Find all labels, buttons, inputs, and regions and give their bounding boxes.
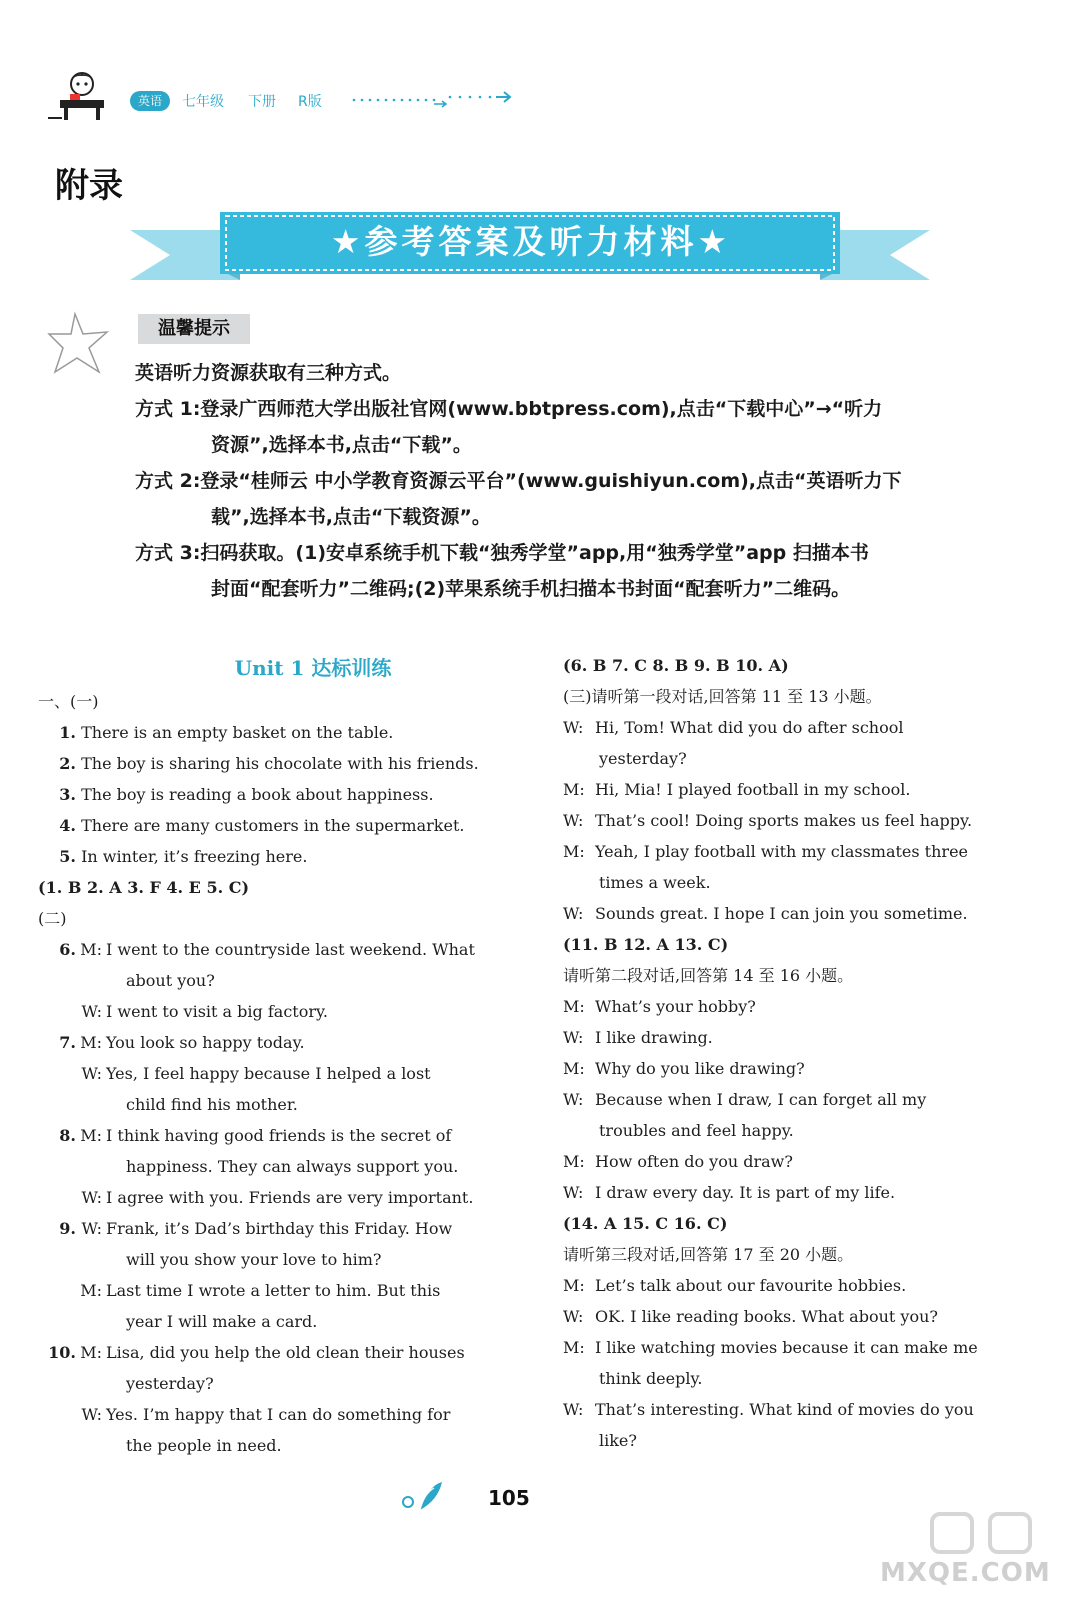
dialogue-line	[563, 898, 983, 929]
question-number: 5.	[59, 847, 76, 866]
dialogue-text: OK. I like reading books. What about you?	[595, 1307, 938, 1326]
dialogue-text: Hi, Mia! I played football in my school.	[595, 780, 911, 799]
speaker-label: W:	[81, 1188, 102, 1207]
question-text: The boy is reading a book about happiness.	[81, 785, 434, 804]
question-number: 9.	[59, 1219, 76, 1238]
dialogue-line	[38, 1213, 508, 1244]
dialogue-text: Hi, Tom! What did you do after school	[595, 718, 904, 737]
dialogue-text: I draw every day. It is part of my life.	[595, 1183, 896, 1202]
question-number: 1.	[59, 723, 76, 742]
dialogue-line	[38, 1337, 508, 1368]
dialogue-line	[38, 934, 508, 965]
dialogue-line	[563, 712, 983, 743]
speaker-label: M:	[80, 1126, 102, 1145]
question-number: 8.	[59, 1126, 76, 1145]
speaker-label: W:	[563, 1400, 584, 1419]
page-header	[30, 70, 630, 130]
question-number: 6.	[59, 940, 76, 959]
dialogue-line	[563, 1332, 983, 1363]
dialogue-text: You look so happy today.	[106, 1033, 305, 1052]
dialogue-line	[563, 1301, 983, 1332]
dialogue-text: I went to the countryside last weekend. What	[106, 940, 475, 959]
dialogue-continuation: think deeply.	[599, 1369, 703, 1388]
speaker-label: M:	[563, 1152, 585, 1171]
tips-body	[135, 355, 995, 607]
tips-line: 方式 1:登录广西师范大学出版社官网(www.bbtpress.com),点击“下载中心”→“听力	[135, 398, 883, 420]
mascot-icon	[48, 70, 108, 122]
dialogue-text: Yeah, I play football with my classmates three	[595, 842, 968, 861]
dialogue-text: How often do you draw?	[595, 1152, 793, 1171]
tips-line: 方式 2:登录“桂师云 中小学教育资源云平台”(www.guishiyun.com),点击“英语听力下	[135, 470, 902, 492]
dialogue-text: I think having good friends is the secret of	[106, 1126, 452, 1145]
question-number: 2.	[59, 754, 76, 773]
grade-label: 七年级	[182, 94, 224, 110]
dialogue-text: I like drawing.	[595, 1028, 713, 1047]
speaker-label: M:	[563, 1059, 585, 1078]
dialogue-line	[563, 1053, 983, 1084]
speaker-label: M:	[80, 1343, 102, 1362]
speaker-label: W:	[563, 811, 584, 830]
speaker-label: M:	[563, 780, 585, 799]
tips-line: 方式 3:扫码获取。(1)安卓系统手机下载“独秀学堂”app,用“独秀学堂”app 扫描本书	[135, 542, 869, 564]
speaker-label: M:	[80, 1033, 102, 1052]
speaker-label: M:	[563, 842, 585, 861]
dialogue-continuation: yesterday?	[599, 749, 687, 768]
dialogue-line	[563, 1146, 983, 1177]
dialogue-continuation: times a week.	[599, 873, 711, 892]
dialogue-continuation: yesterday?	[126, 1374, 214, 1393]
tips-label: 温馨提示	[138, 314, 250, 344]
dialogue-text: That’s cool! Doing sports makes us feel happy.	[595, 811, 973, 830]
answer-key: (1. B 2. A 3. F 4. E 5. C)	[38, 878, 250, 897]
unit-heading: Unit 1 达标训练	[234, 656, 392, 680]
dialogue-text: Why do you like drawing?	[595, 1059, 805, 1078]
speaker-label: W:	[563, 904, 584, 923]
dialogue-continuation: about you?	[126, 971, 215, 990]
watermark	[870, 1510, 1060, 1590]
dialogue-continuation: the people in need.	[126, 1436, 282, 1455]
answer-key: (14. A 15. C 16. C)	[563, 1214, 728, 1233]
question-line	[38, 779, 508, 810]
banner-title: ★参考答案及听力材料★	[330, 222, 732, 261]
dialogue-line	[38, 996, 508, 1027]
dialogue-text: Yes, I feel happy because I helped a lost	[106, 1064, 431, 1083]
tips-line: 英语听力资源获取有三种方式。	[135, 362, 402, 384]
dialogue-text: Frank, it’s Dad’s birthday this Friday. How	[106, 1219, 453, 1238]
question-text: In winter, it’s freezing here.	[81, 847, 308, 866]
appendix-title: 附录	[55, 166, 123, 206]
dialogue-line	[563, 1177, 983, 1208]
dialogue-continuation: troubles and feel happy.	[599, 1121, 794, 1140]
speaker-label: M:	[563, 1276, 585, 1295]
answer-banner	[130, 200, 930, 295]
speaker-label: W:	[563, 1183, 584, 1202]
volume-label: 下册	[248, 94, 276, 110]
question-text: The boy is sharing his chocolate with his friends.	[81, 754, 479, 773]
dialogue-line	[38, 1058, 508, 1089]
speaker-label: W:	[563, 718, 584, 737]
speaker-label: W:	[81, 1405, 102, 1424]
speaker-label: M:	[563, 997, 585, 1016]
question-text: There is an empty basket on the table.	[81, 723, 394, 742]
answer-key: (11. B 12. A 13. C)	[563, 935, 729, 954]
dotted-arrow-icon	[350, 90, 520, 110]
tips-line: 封面“配套听力”二维码;(2)苹果系统手机扫描本书封面“配套听力”二维码。	[211, 578, 851, 600]
speaker-label: W:	[563, 1307, 584, 1326]
section-label: 请听第二段对话,回答第 14 至 16 小题。	[563, 966, 854, 985]
subject-badge: 英语	[130, 91, 170, 111]
speaker-label: M:	[80, 940, 102, 959]
section-label: 请听第三段对话,回答第 17 至 20 小题。	[563, 1245, 854, 1264]
section-label: (三)请听第一段对话,回答第 11 至 13 小题。	[563, 687, 882, 706]
dialogue-line	[38, 1182, 508, 1213]
tips-line: 资源”,选择本书,点击“下载”。	[211, 434, 472, 456]
dialogue-text: I went to visit a big factory.	[106, 1002, 328, 1021]
right-column	[563, 650, 983, 1456]
question-line	[38, 748, 508, 779]
section-label: (二)	[38, 909, 67, 928]
dialogue-line	[563, 991, 983, 1022]
dialogue-line	[38, 1275, 508, 1306]
question-line	[38, 841, 508, 872]
dialogue-line	[38, 1399, 508, 1430]
section-label: 一、(一)	[38, 692, 99, 711]
question-line	[38, 717, 508, 748]
dialogue-continuation: happiness. They can always support you.	[126, 1157, 459, 1176]
dialogue-text: Let’s talk about our favourite hobbies.	[595, 1276, 907, 1295]
dialogue-text: Sounds great. I hope I can join you sometime.	[595, 904, 968, 923]
left-column	[38, 650, 508, 1461]
dialogue-text: I agree with you. Friends are very important.	[106, 1188, 474, 1207]
question-line	[38, 810, 508, 841]
watermark-url: MXQE.COM	[880, 1558, 1051, 1588]
dialogue-text: Yes. I’m happy that I can do something for	[106, 1405, 451, 1424]
speaker-label: M:	[80, 1281, 102, 1300]
dialogue-continuation: will you show your love to him?	[126, 1250, 382, 1269]
dialogue-continuation: child find his mother.	[126, 1095, 298, 1114]
edition-label: R版	[298, 94, 322, 110]
speaker-label: W:	[81, 1219, 102, 1238]
question-number: 4.	[59, 816, 76, 835]
speaker-label: W:	[563, 1028, 584, 1047]
dialogue-text: That’s interesting. What kind of movies do you	[595, 1400, 974, 1419]
speaker-label: M:	[563, 1338, 585, 1357]
question-number: 3.	[59, 785, 76, 804]
dialogue-text: What’s your hobby?	[595, 997, 756, 1016]
dialogue-line	[38, 1027, 508, 1058]
question-text: There are many customers in the supermarket.	[81, 816, 465, 835]
dialogue-continuation: year I will make a card.	[126, 1312, 318, 1331]
question-number: 10.	[48, 1343, 76, 1362]
dialogue-text: Lisa, did you help the old clean their houses	[106, 1343, 465, 1362]
dialogue-continuation: like?	[599, 1431, 637, 1450]
dialogue-line	[563, 1084, 983, 1115]
dialogue-line	[38, 1120, 508, 1151]
leaf-ornament-icon	[398, 1480, 458, 1514]
dialogue-line	[563, 1394, 983, 1425]
speaker-label: W:	[563, 1090, 584, 1109]
dialogue-line	[563, 805, 983, 836]
tips-line: 载”,选择本书,点击“下载资源”。	[211, 506, 491, 528]
speaker-label: W:	[81, 1064, 102, 1083]
star-outline-icon	[45, 310, 115, 380]
dialogue-line	[563, 836, 983, 867]
dialogue-text: Because when I draw, I can forget all my	[595, 1090, 927, 1109]
dialogue-text: I like watching movies because it can make me	[595, 1338, 978, 1357]
watermark-logo	[930, 1510, 1040, 1556]
page-number: 105	[488, 1486, 530, 1510]
dialogue-line	[563, 774, 983, 805]
speaker-label: W:	[81, 1002, 102, 1021]
question-number: 7.	[59, 1033, 76, 1052]
dialogue-line	[563, 1270, 983, 1301]
answer-key: (6. B 7. C 8. B 9. B 10. A)	[563, 656, 789, 675]
dialogue-text: Last time I wrote a letter to him. But this	[106, 1281, 441, 1300]
dialogue-line	[563, 1022, 983, 1053]
